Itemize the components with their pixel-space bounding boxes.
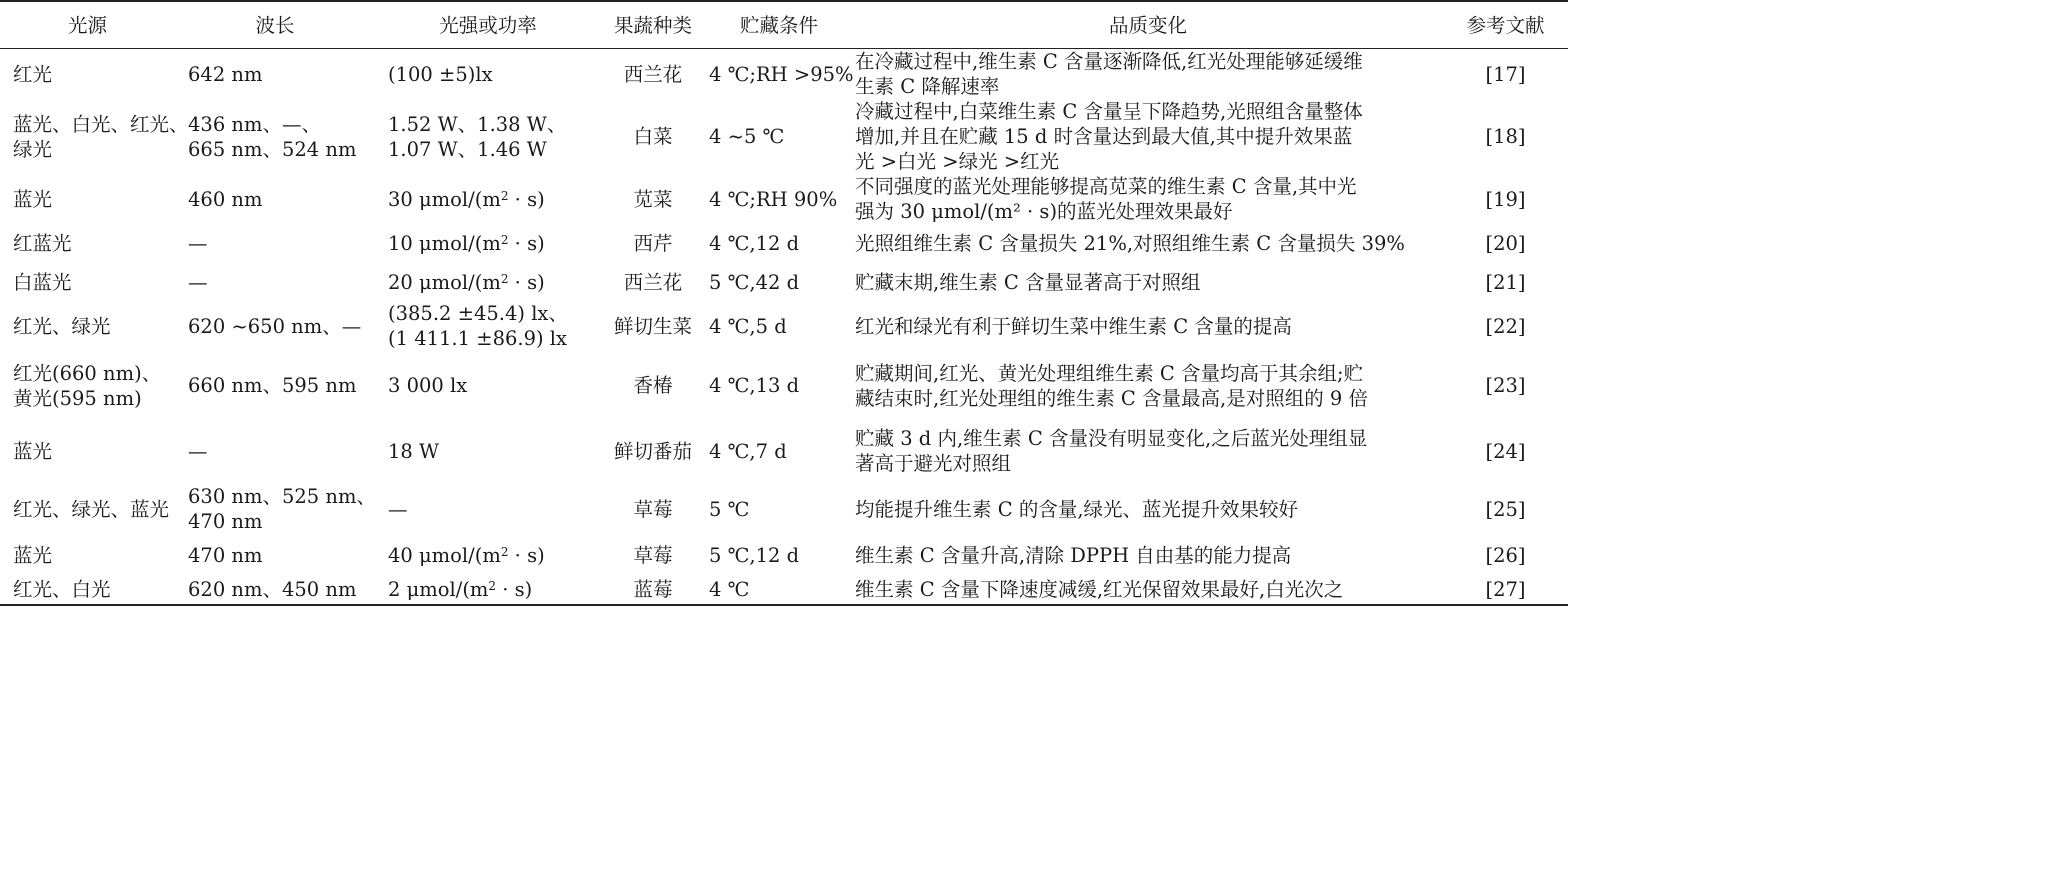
cell-intensity	[375, 49, 601, 100]
table-row	[0, 49, 1568, 100]
cell-line: 白蓝光	[13, 270, 72, 294]
cell-intensity	[375, 174, 601, 224]
intensity-unit-tail: · s)	[496, 577, 533, 601]
cell-quality-change	[853, 301, 1443, 351]
cell-storage: 4 ℃;RH >95%	[709, 62, 854, 86]
cell-storage: 4 ℃;RH 90%	[709, 187, 838, 211]
cell-reference: [20]	[1485, 232, 1526, 255]
cell-line: 绿光	[13, 137, 53, 161]
cell-light-source	[0, 420, 175, 482]
cell-quality-change	[853, 174, 1443, 224]
cell-storage: 4 ℃,7 d	[709, 439, 787, 463]
cell-light-source	[0, 301, 175, 351]
cell-storage: 4 ~5 ℃	[709, 125, 785, 148]
cell-line: 1.52 W、1.38 W、	[388, 112, 567, 136]
cell-line: 1.07 W、1.46 W	[388, 137, 547, 161]
intensity-unit-tail: · s)	[508, 543, 545, 567]
cell-produce: 香椿	[633, 374, 673, 397]
cell-line: 蓝光、白光、红光、	[13, 112, 189, 136]
cell-line: 3 000 lx	[388, 374, 468, 397]
table-row	[0, 536, 1568, 574]
cell-line: (100 ±5)lx	[388, 62, 493, 86]
cell-produce: 白菜	[633, 125, 673, 148]
cell-reference: [18]	[1485, 125, 1526, 148]
cell-line: 均能提升维生素 C 的含量,绿光、蓝光提升效果较好	[855, 497, 1299, 521]
cell-line: 470 nm	[188, 510, 263, 533]
cell-wavelength	[175, 420, 375, 482]
cell-reference: [25]	[1485, 497, 1526, 521]
cell-intensity	[375, 224, 601, 263]
header-wavelength: 波长	[255, 13, 295, 37]
cell-reference: [21]	[1485, 270, 1526, 294]
cell-line: 红光、绿光、蓝光	[13, 497, 170, 521]
cell-line: 蓝光	[13, 439, 53, 463]
cell-quality-change	[853, 536, 1443, 574]
intensity-value: 10 μmol/(m	[388, 232, 501, 255]
cell-line: 不同强度的蓝光处理能够提高苋菜的维生素 C 含量,其中光	[855, 175, 1357, 198]
cell-line: 蓝光	[13, 543, 53, 567]
cell-wavelength	[175, 536, 375, 574]
table-row	[0, 420, 1568, 482]
cell-produce: 鲜切生菜	[613, 314, 692, 338]
cell-produce: 草莓	[633, 497, 673, 521]
cell-produce: 西芹	[633, 232, 673, 255]
cell-produce: 蓝莓	[633, 577, 673, 601]
cell-storage: 5 ℃	[709, 497, 750, 521]
header-quality-change: 品质变化	[1108, 13, 1187, 37]
cell-reference: [22]	[1485, 314, 1526, 338]
cell-wavelength	[175, 263, 375, 301]
cell-line: 436 nm、—、	[188, 112, 321, 136]
cell-storage: 4 ℃,12 d	[709, 232, 800, 255]
cell-line: 18 W	[388, 439, 440, 463]
cell-light-source	[0, 99, 189, 174]
cell-storage: 4 ℃,13 d	[709, 374, 800, 397]
cell-line: 藏结束时,红光处理组的维生素 C 含量最高,是对照组的 9 倍	[855, 386, 1369, 410]
header-light-source: 光源	[67, 13, 107, 37]
cell-storage: 4 ℃,5 d	[709, 314, 787, 338]
cell-intensity	[375, 574, 601, 605]
superscript-exponent: 2	[500, 271, 509, 286]
cell-line: 660 nm、595 nm	[188, 374, 357, 397]
cell-line: 470 nm	[188, 543, 263, 567]
cell-light-source	[0, 49, 175, 100]
cell-produce: 苋菜	[633, 187, 673, 211]
intensity-unit-tail: · s)	[508, 232, 545, 255]
header-reference: 参考文献	[1466, 13, 1545, 37]
cell-light-source	[0, 574, 175, 605]
cell-line: 红光、白光	[13, 577, 111, 601]
cell-line: 630 nm、525 nm、	[188, 485, 376, 508]
intensity-unit-tail: · s)	[508, 187, 545, 211]
table-row	[0, 351, 1568, 420]
superscript-exponent: 2	[500, 544, 509, 559]
cell-quality-change	[853, 351, 1443, 420]
cell-wavelength	[175, 574, 375, 605]
cell-line: —	[188, 270, 208, 294]
cell-line: (1 411.1 ±86.9) lx	[388, 327, 568, 350]
cell-quality-change	[853, 224, 1443, 263]
cell-line: 642 nm	[188, 62, 263, 86]
cell-storage: 4 ℃	[709, 577, 750, 601]
cell-line: 红光和绿光有利于鲜切生菜中维生素 C 含量的提高	[855, 314, 1292, 338]
cell-produce: 鲜切番茄	[613, 439, 692, 463]
cell-light-source	[0, 536, 175, 574]
cell-storage: 5 ℃,42 d	[709, 270, 800, 294]
cell-line: (385.2 ±45.4) lx、	[388, 302, 568, 325]
cell-line: 光 >白光 >绿光 >红光	[855, 150, 1060, 173]
cell-line: 红光	[13, 62, 53, 86]
cell-line: —	[188, 439, 208, 463]
cell-line: 维生素 C 含量升高,清除 DPPH 自由基的能力提高	[855, 543, 1292, 567]
cell-line: 665 nm、524 nm	[188, 137, 357, 161]
cell-reference: [19]	[1485, 187, 1526, 211]
table-row	[0, 574, 1568, 605]
cell-wavelength	[175, 49, 375, 100]
header-produce: 果蔬种类	[613, 13, 692, 37]
cell-quality-change	[853, 574, 1443, 605]
cell-quality-change	[853, 263, 1443, 301]
cell-light-source	[0, 174, 175, 224]
cell-reference: [17]	[1485, 62, 1526, 86]
cell-line: 红光(660 nm)、	[13, 361, 162, 385]
cell-produce: 草莓	[633, 543, 673, 567]
intensity-value: 40 μmol/(m	[388, 543, 501, 567]
cell-line: 增加,并且在贮藏 15 d 时含量达到最大值,其中提升效果蓝	[855, 125, 1353, 148]
cell-line: 强为 30 μmol/(m² · s)的蓝光处理效果最好	[855, 200, 1233, 223]
cell-line: 黄光(595 nm)	[13, 386, 142, 410]
table-row	[0, 482, 1568, 536]
cell-wavelength	[175, 482, 375, 536]
cell-light-source	[0, 263, 175, 301]
cell-line: 620 ~650 nm、—	[188, 314, 362, 338]
cell-line: 蓝光	[13, 187, 53, 211]
cell-storage: 5 ℃,12 d	[709, 543, 800, 567]
cell-light-source	[0, 224, 175, 263]
header-storage: 贮藏条件	[739, 13, 818, 37]
cell-line: 冷藏过程中,白菜维生素 C 含量呈下降趋势,光照组含量整体	[855, 100, 1363, 123]
cell-line: —	[188, 232, 208, 255]
cell-quality-change	[853, 99, 1443, 174]
cell-line: 生素 C 降解速率	[855, 75, 1000, 98]
cell-line: 贮藏期间,红光、黄光处理组维生素 C 含量均高于其余组;贮	[855, 361, 1364, 385]
intensity-value: 30 μmol/(m	[388, 187, 501, 211]
cell-wavelength	[175, 351, 375, 420]
cell-light-source	[0, 351, 175, 420]
cell-line: 红蓝光	[13, 232, 72, 255]
cell-intensity	[375, 420, 601, 482]
cell-wavelength	[175, 301, 375, 351]
intensity-value: 2 μmol/(m	[388, 577, 489, 601]
cell-line: 著高于避光对照组	[855, 452, 1012, 475]
cell-line: 460 nm	[188, 187, 263, 211]
superscript-exponent: 2	[500, 188, 509, 203]
intensity-unit-tail: · s)	[508, 270, 545, 294]
cell-line: 维生素 C 含量下降速度减缓,红光保留效果最好,白光次之	[855, 577, 1344, 601]
cell-wavelength	[175, 99, 375, 174]
cell-intensity	[375, 301, 601, 351]
cell-intensity	[375, 482, 601, 536]
header-intensity: 光强或功率	[439, 13, 537, 37]
cell-produce: 西兰花	[623, 62, 683, 86]
cell-produce: 西兰花	[623, 270, 683, 294]
superscript-exponent: 2	[500, 233, 509, 247]
table-row	[0, 99, 1568, 174]
cell-wavelength	[175, 174, 375, 224]
cell-intensity	[375, 99, 601, 174]
table-row	[0, 263, 1568, 301]
cell-line: 光照组维生素 C 含量损失 21%,对照组维生素 C 含量损失 39%	[855, 232, 1405, 255]
cell-intensity	[375, 263, 601, 301]
cell-reference: [24]	[1485, 439, 1526, 463]
cell-wavelength	[175, 224, 375, 263]
cell-line: 红光、绿光	[13, 314, 111, 338]
table-header-row	[0, 1, 1568, 49]
cell-reference: [27]	[1485, 577, 1526, 601]
intensity-value: 20 μmol/(m	[388, 270, 501, 294]
cell-line: 在冷藏过程中,维生素 C 含量逐渐降低,红光处理能够延缓维	[855, 50, 1363, 73]
cell-line: —	[388, 497, 408, 521]
cell-line: 贮藏 3 d 内,维生素 C 含量没有明显变化,之后蓝光处理组显	[855, 427, 1368, 450]
cell-light-source	[0, 482, 175, 536]
cell-reference: [23]	[1485, 374, 1526, 397]
cell-intensity	[375, 536, 601, 574]
cell-quality-change	[853, 49, 1443, 100]
cell-quality-change	[853, 482, 1443, 536]
cell-quality-change	[853, 420, 1443, 482]
cell-intensity	[375, 351, 601, 420]
superscript-exponent: 2	[488, 578, 497, 593]
cell-line: 620 nm、450 nm	[188, 577, 357, 601]
table-row	[0, 174, 1568, 224]
cell-line: 贮藏末期,维生素 C 含量显著高于对照组	[855, 270, 1201, 294]
table-row	[0, 301, 1568, 351]
cell-reference: [26]	[1485, 543, 1526, 567]
table-row	[0, 224, 1568, 263]
